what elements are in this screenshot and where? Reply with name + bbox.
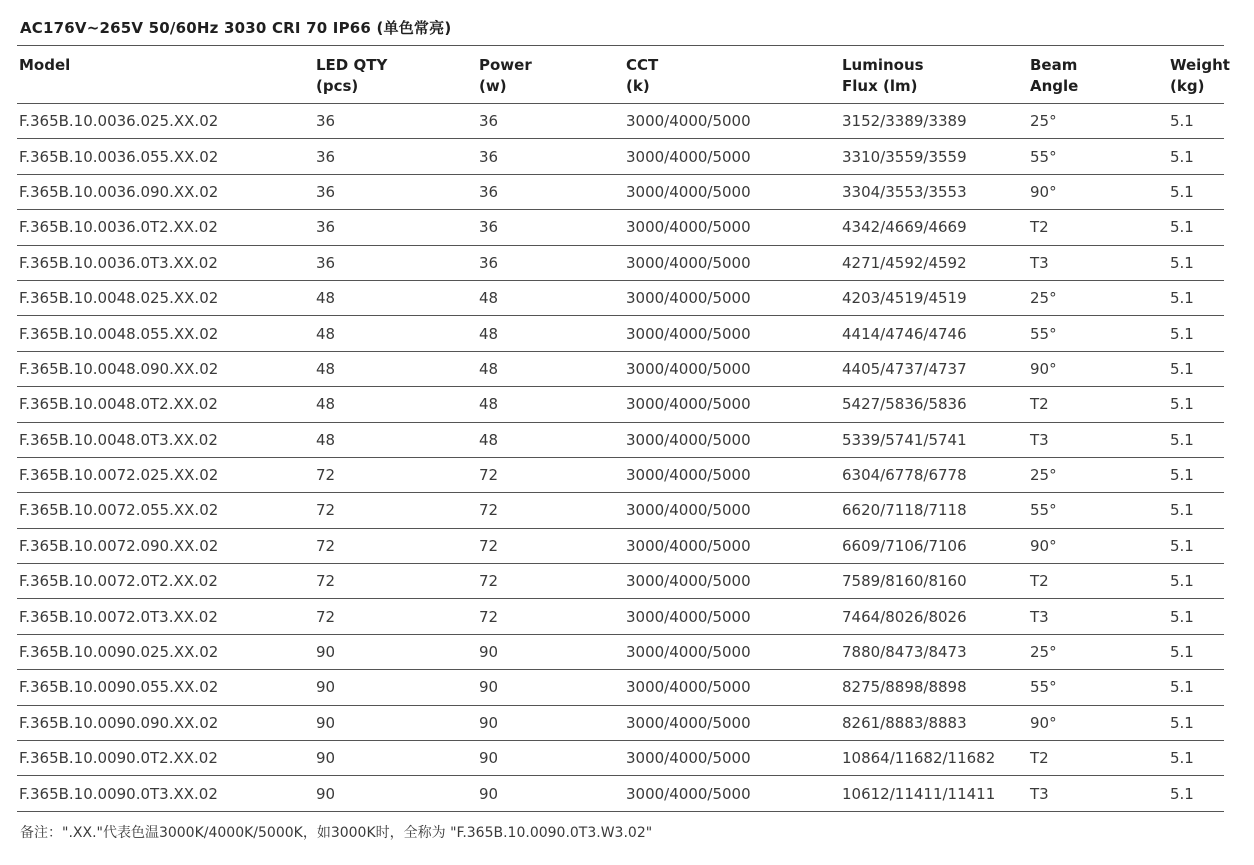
model-cell: F.365B.10.0072.025.XX.02 [17,457,314,492]
header-cct-unit: (k) [626,77,650,95]
table-row [17,316,1224,351]
header-led-qty [314,46,477,104]
power-cell: 36 [477,139,624,174]
luminous-flux-cell: 7589/8160/8160 [840,564,1028,599]
cct-cell: 3000/4000/5000 [624,670,840,705]
led-qty-cell: 36 [314,104,477,139]
luminous-flux-cell: 6620/7118/7118 [840,493,1028,528]
model-cell: F.365B.10.0072.0T3.XX.02 [17,599,314,634]
luminous-flux-cell: 7464/8026/8026 [840,599,1028,634]
beam-angle-cell: 90° [1028,705,1168,740]
beam-angle-cell: 55° [1028,316,1168,351]
led-qty-cell: 48 [314,280,477,315]
luminous-flux-cell: 3152/3389/3389 [840,104,1028,139]
model-cell: F.365B.10.0072.090.XX.02 [17,528,314,563]
header-model [17,46,314,104]
weight-cell: 5.1 [1168,387,1224,422]
cct-cell: 3000/4000/5000 [624,564,840,599]
luminous-flux-cell: 6304/6778/6778 [840,457,1028,492]
power-cell: 90 [477,741,624,776]
model-cell: F.365B.10.0036.090.XX.02 [17,174,314,209]
led-qty-cell: 90 [314,670,477,705]
model-cell: F.365B.10.0090.090.XX.02 [17,705,314,740]
table-header-row [17,46,1224,104]
power-cell: 48 [477,351,624,386]
led-qty-cell: 36 [314,245,477,280]
led-qty-cell: 90 [314,634,477,669]
luminous-flux-cell: 5427/5836/5836 [840,387,1028,422]
weight-cell: 5.1 [1168,634,1224,669]
table-row [17,139,1224,174]
luminous-flux-cell: 4203/4519/4519 [840,280,1028,315]
header-cct [624,46,840,104]
weight-cell: 5.1 [1168,245,1224,280]
cct-cell: 3000/4000/5000 [624,245,840,280]
model-cell: F.365B.10.0090.025.XX.02 [17,634,314,669]
model-cell: F.365B.10.0036.025.XX.02 [17,104,314,139]
table-row [17,280,1224,315]
luminous-flux-cell: 4405/4737/4737 [840,351,1028,386]
model-cell: F.365B.10.0036.0T2.XX.02 [17,210,314,245]
table-row [17,493,1224,528]
cct-cell: 3000/4000/5000 [624,422,840,457]
table-row [17,457,1224,492]
beam-angle-cell: T3 [1028,245,1168,280]
led-qty-cell: 90 [314,776,477,811]
beam-angle-cell: T2 [1028,210,1168,245]
cct-cell: 3000/4000/5000 [624,351,840,386]
header-model-label: Model [19,56,71,74]
luminous-flux-cell: 6609/7106/7106 [840,528,1028,563]
header-power [477,46,624,104]
power-cell: 72 [477,457,624,492]
led-qty-cell: 90 [314,705,477,740]
luminous-flux-cell: 10612/11411/11411 [840,776,1028,811]
weight-cell: 5.1 [1168,316,1224,351]
weight-cell: 5.1 [1168,741,1224,776]
led-qty-cell: 48 [314,351,477,386]
footnote: 备注：".XX."代表色温3000K/4000K/5000K，如3000K时，全称为 "F.365B.10.0090.0T3.W3.02" [20,825,653,841]
cct-cell: 3000/4000/5000 [624,457,840,492]
luminous-flux-cell: 3304/3553/3553 [840,174,1028,209]
weight-cell: 5.1 [1168,670,1224,705]
weight-cell: 5.1 [1168,776,1224,811]
spec-table [17,45,1230,812]
cct-cell: 3000/4000/5000 [624,139,840,174]
beam-angle-cell: 25° [1028,280,1168,315]
beam-angle-cell: 90° [1028,174,1168,209]
cct-cell: 3000/4000/5000 [624,280,840,315]
led-qty-cell: 90 [314,741,477,776]
table-row [17,104,1224,139]
table-row [17,599,1224,634]
model-cell: F.365B.10.0036.0T3.XX.02 [17,245,314,280]
table-row [17,351,1224,386]
power-cell: 36 [477,104,624,139]
power-cell: 36 [477,174,624,209]
cct-cell: 3000/4000/5000 [624,387,840,422]
table-body [17,104,1224,812]
led-qty-cell: 48 [314,387,477,422]
cct-cell: 3000/4000/5000 [624,210,840,245]
cct-cell: 3000/4000/5000 [624,104,840,139]
model-cell: F.365B.10.0048.055.XX.02 [17,316,314,351]
weight-cell: 5.1 [1168,174,1224,209]
beam-angle-cell: 25° [1028,104,1168,139]
header-luminous-flux [840,46,1028,104]
header-luminous-flux-unit: Flux (lm) [842,77,918,95]
header-weight [1168,46,1230,104]
spec-title: AC176V~265V 50/60Hz 3030 CRI 70 IP66 (单色常亮) [20,19,452,37]
model-cell: F.365B.10.0072.055.XX.02 [17,493,314,528]
luminous-flux-cell: 4414/4746/4746 [840,316,1028,351]
model-cell: F.365B.10.0048.0T2.XX.02 [17,387,314,422]
header-led-qty-label: LED QTY [316,56,388,74]
weight-cell: 5.1 [1168,457,1224,492]
header-power-unit: (w) [479,77,507,95]
model-cell: F.365B.10.0048.0T3.XX.02 [17,422,314,457]
table-row [17,245,1224,280]
luminous-flux-cell: 4271/4592/4592 [840,245,1028,280]
weight-cell: 5.1 [1168,280,1224,315]
table-row [17,210,1224,245]
beam-angle-cell: T3 [1028,776,1168,811]
cct-cell: 3000/4000/5000 [624,705,840,740]
power-cell: 48 [477,422,624,457]
weight-cell: 5.1 [1168,139,1224,174]
cct-cell: 3000/4000/5000 [624,599,840,634]
model-cell: F.365B.10.0048.090.XX.02 [17,351,314,386]
table-row [17,528,1224,563]
table-row [17,776,1224,811]
cct-cell: 3000/4000/5000 [624,634,840,669]
led-qty-cell: 36 [314,174,477,209]
header-beam-angle-label: Beam [1030,56,1078,74]
beam-angle-cell: T2 [1028,741,1168,776]
power-cell: 90 [477,670,624,705]
weight-cell: 5.1 [1168,705,1224,740]
cct-cell: 3000/4000/5000 [624,174,840,209]
power-cell: 72 [477,599,624,634]
luminous-flux-cell: 5339/5741/5741 [840,422,1028,457]
weight-cell: 5.1 [1168,599,1224,634]
header-cct-label: CCT [626,56,659,74]
led-qty-cell: 72 [314,564,477,599]
beam-angle-cell: 55° [1028,139,1168,174]
cct-cell: 3000/4000/5000 [624,493,840,528]
beam-angle-cell: T3 [1028,422,1168,457]
model-cell: F.365B.10.0036.055.XX.02 [17,139,314,174]
power-cell: 48 [477,316,624,351]
power-cell: 72 [477,564,624,599]
led-qty-cell: 72 [314,493,477,528]
table-row [17,670,1224,705]
model-cell: F.365B.10.0090.0T2.XX.02 [17,741,314,776]
luminous-flux-cell: 7880/8473/8473 [840,634,1028,669]
table-row [17,705,1224,740]
header-led-qty-unit: (pcs) [316,77,359,95]
beam-angle-cell: 90° [1028,528,1168,563]
led-qty-cell: 72 [314,599,477,634]
table-row [17,564,1224,599]
beam-angle-cell: T3 [1028,599,1168,634]
weight-cell: 5.1 [1168,564,1224,599]
power-cell: 72 [477,493,624,528]
header-beam-angle-label-2: Angle [1030,77,1079,95]
table-row [17,387,1224,422]
power-cell: 36 [477,210,624,245]
header-power-label: Power [479,56,532,74]
weight-cell: 5.1 [1168,351,1224,386]
weight-cell: 5.1 [1168,528,1224,563]
luminous-flux-cell: 8261/8883/8883 [840,705,1028,740]
cct-cell: 3000/4000/5000 [624,776,840,811]
beam-angle-cell: 55° [1028,670,1168,705]
led-qty-cell: 36 [314,210,477,245]
model-cell: F.365B.10.0072.0T2.XX.02 [17,564,314,599]
beam-angle-cell: 55° [1028,493,1168,528]
led-qty-cell: 72 [314,457,477,492]
led-qty-cell: 72 [314,528,477,563]
beam-angle-cell: 25° [1028,634,1168,669]
model-cell: F.365B.10.0090.055.XX.02 [17,670,314,705]
power-cell: 48 [477,280,624,315]
model-cell: F.365B.10.0090.0T3.XX.02 [17,776,314,811]
cct-cell: 3000/4000/5000 [624,528,840,563]
beam-angle-cell: T2 [1028,387,1168,422]
led-qty-cell: 48 [314,316,477,351]
table-row [17,422,1224,457]
luminous-flux-cell: 8275/8898/8898 [840,670,1028,705]
power-cell: 90 [477,776,624,811]
header-beam-angle [1028,46,1168,104]
model-cell: F.365B.10.0048.025.XX.02 [17,280,314,315]
power-cell: 36 [477,245,624,280]
table-row [17,741,1224,776]
led-qty-cell: 36 [314,139,477,174]
weight-cell: 5.1 [1168,493,1224,528]
luminous-flux-cell: 4342/4669/4669 [840,210,1028,245]
header-weight-label: Weight [1170,56,1230,74]
weight-cell: 5.1 [1168,104,1224,139]
power-cell: 90 [477,705,624,740]
power-cell: 48 [477,387,624,422]
weight-cell: 5.1 [1168,210,1224,245]
table-row [17,634,1224,669]
beam-angle-cell: 25° [1028,457,1168,492]
power-cell: 90 [477,634,624,669]
table-row [17,174,1224,209]
weight-cell: 5.1 [1168,422,1224,457]
header-luminous-flux-label: Luminous [842,56,924,74]
header-weight-unit: (kg) [1170,77,1205,95]
luminous-flux-cell: 10864/11682/11682 [840,741,1028,776]
cct-cell: 3000/4000/5000 [624,316,840,351]
power-cell: 72 [477,528,624,563]
luminous-flux-cell: 3310/3559/3559 [840,139,1028,174]
beam-angle-cell: T2 [1028,564,1168,599]
beam-angle-cell: 90° [1028,351,1168,386]
cct-cell: 3000/4000/5000 [624,741,840,776]
led-qty-cell: 48 [314,422,477,457]
